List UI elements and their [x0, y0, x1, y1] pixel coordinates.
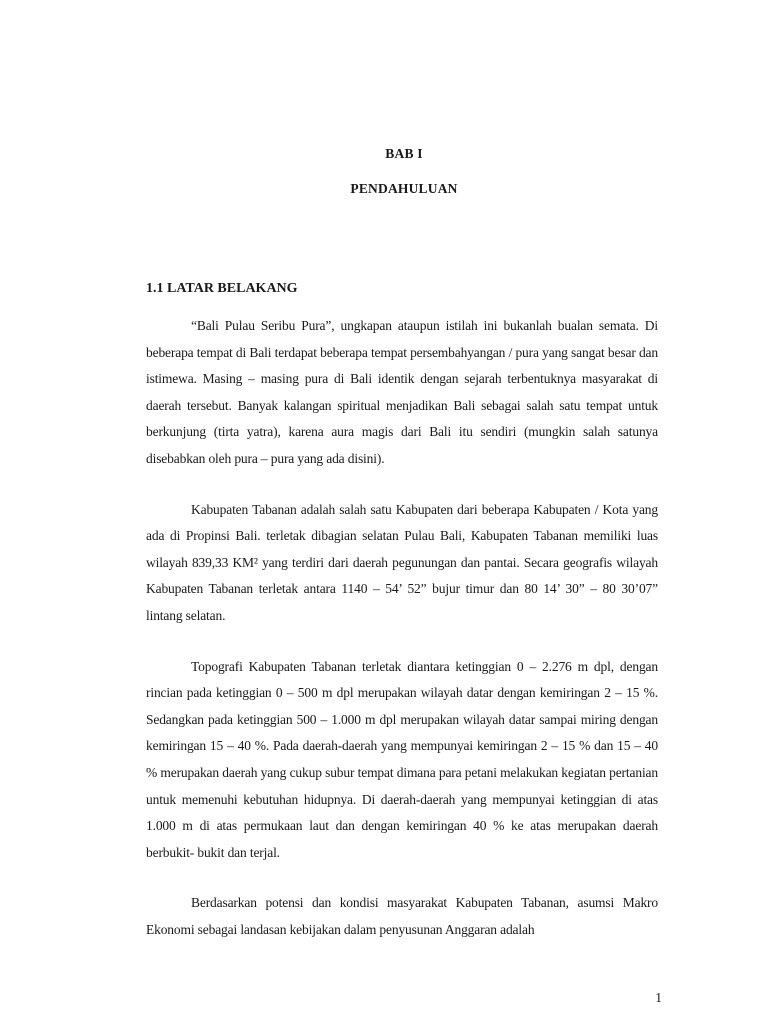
chapter-number: BAB I	[385, 146, 423, 161]
body-text	[146, 313, 658, 967]
paragraph-bali-pura: “Bali Pulau Seribu Pura”, ungkapan ataupun istilah ini bukanlah bualan semata. Di beberapa tempat di Bali terdapat beberapa tempat persembahyangan / pura yang sangat besar dan istimewa. Masing – masing pura di Bali identik dengan sejarah terbentuknya masyarakat di daerah tersebut. Banyak kalangan spiritual menjadikan Bali sebagai salah satu tempat untuk berkunjung (tirta yatra), karena aura magis dari Bali itu sendiri (mungkin salah satunya disebabkan oleh pura – pura yang ada disini).	[146, 318, 658, 466]
page-number: 1	[655, 990, 662, 1005]
paragraph-topografi: Topografi Kabupaten Tabanan terletak diantara ketinggian 0 – 2.276 m dpl, dengan rincian pada ketinggian 0 – 500 m dpl merupakan wilayah datar dengan kemiringan 2 – 15 %. Sedangkan pada ketinggian 500 – 1.000 m dpl merupakan wilayah datar sampai miring dengan kemiringan 15 – 40 %. Pada daerah-daerah yang mempunyai kemiringan 2 – 15 % dan 15 – 40 % merupakan daerah yang cukup subur tempat dimana para petani melakukan kegiatan pertanian untuk memenuhi kebutuhan hidupnya. Di daerah-daerah yang mempunyai ketinggian di atas 1.000 m di atas permukaan laut dan dengan kemiringan 40 % ke atas merupakan daerah berbukit- bukit dan terjal.	[146, 658, 658, 860]
paragraph-kabupaten-tabanan: Kabupaten Tabanan adalah salah satu Kabupaten dari beberapa Kabupaten / Kota yang ada di Propinsi Bali. terletak dibagian selatan Pulau Bali, Kabupaten Tabanan memiliki luas wilayah 839,33 KM² yang terdiri dari daerah pegunungan dan pantai. Secara geografis wilayah Kabupaten Tabanan terletak antara 1140 – 54’ 52” bujur timur dan 80 14’ 30” – 80 30’07” lintang selatan.	[146, 501, 658, 623]
chapter-title: PENDAHULUAN	[350, 181, 458, 196]
section-heading: 1.1 LATAR BELAKANG	[146, 281, 298, 296]
paragraph-potensi: Berdasarkan potensi dan kondisi masyarakat Kabupaten Tabanan, asumsi Makro Ekonomi sebagai landasan kebijakan dalam penyusunan Anggaran adalah	[146, 895, 658, 937]
